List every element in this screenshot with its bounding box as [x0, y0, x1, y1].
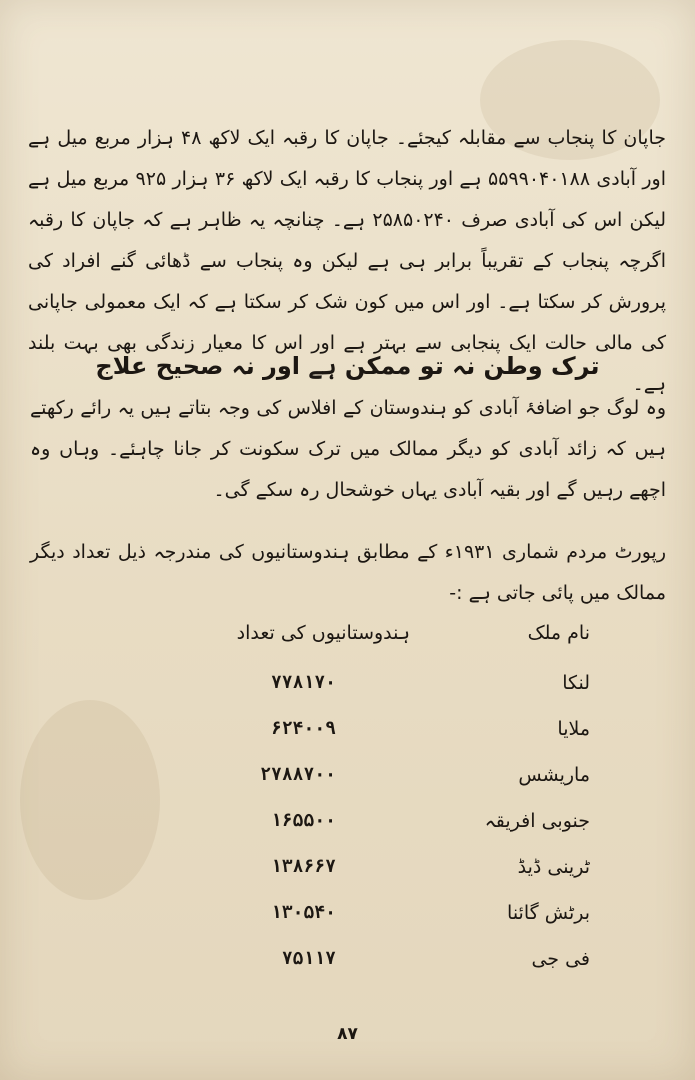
table-row	[0, 764, 695, 804]
column-header-count: ہندوستانیوں کی تعداد	[236, 622, 410, 644]
table-row	[0, 672, 695, 712]
population-count: ۱۳۰۵۴۰	[270, 902, 336, 923]
country-name: ٹرینی ڈیڈ	[517, 856, 590, 878]
country-name: فی جی	[531, 948, 590, 970]
population-count: ۲۷۸۸۷۰۰	[260, 764, 336, 785]
page-number: ۸۷	[337, 1024, 358, 1044]
population-count: ۷۷۸۱۷۰	[270, 672, 336, 693]
population-count: ۷۵۱۱۷	[281, 948, 336, 969]
table-row	[0, 902, 695, 942]
paragraph-emigration: وہ لوگ جو اضافۂ آبادی کو ہندوستان کے افلاس کی وجہ بتاتے ہیں یہ رائے رکھتے ہیں کہ زائد آبادی کو دیگر ممالک میں ترک سکونت کر جانا چاہئے۔ وہاں وہ اچھے رہیں گے اور بقیہ آبادی یہاں خوشحال رہ سکے گی۔	[30, 397, 666, 501]
table-row	[0, 856, 695, 896]
section-heading: ترک وطن نہ تو ممکن ہے اور نہ صحیح علاج	[95, 352, 600, 380]
paragraph-japan-punjab: جاپان کا پنجاب سے مقابلہ کیجئے۔ جاپان کا رقبہ ایک لاکھ ۴۸ ہزار مربع میل ہے اور آبادی ۵۵۹۹۰۴۰۱۸۸ ہے اور پنجاب کا رقبہ ایک لاکھ ۳۶ ہزار ۹۲۵ مربع میل ہے لیکن اس کی آبادی صرف ۲۵۸۵۰۲۴۰ ہے۔ چنانچہ یہ ظاہر ہے کہ جاپان کا رقبہ اگرچہ پنجاب کے تقریباً برابر ہی ہے لیکن وہ پنجاب سے ڈھائی گنے افراد کی پرورش کر سکتا ہے۔ اور اس میں کون شک کر سکتا ہے کہ ایک معمولی جاپانی کی مالی حالت ایک پنجابی سے بہتر ہے اور اس کا معیار زندگی بھی بہت بلند ہے۔	[28, 127, 667, 395]
table-row	[0, 810, 695, 850]
country-name: ماریشس	[518, 764, 590, 786]
population-count: ۶۲۴۰۰۹	[270, 718, 336, 739]
column-header-country: نام ملک	[527, 622, 590, 644]
population-count: ۱۳۸۶۶۷	[270, 856, 336, 877]
country-name: ملایا	[557, 718, 590, 740]
paragraph-census-intro: رپورٹ مردم شماری ۱۹۳۱ء کے مطابق ہندوستانیوں کی مندرجہ ذیل تعداد دیگر ممالک میں پائی جاتی ہے :-	[30, 541, 666, 604]
country-name: جنوبی افریقہ	[484, 810, 590, 832]
country-name: لنکا	[562, 672, 590, 694]
population-count: ۱۶۵۵۰۰	[270, 810, 336, 831]
country-name: برٹش گائنا	[507, 902, 590, 924]
table-row	[0, 718, 695, 758]
table-row	[0, 948, 695, 988]
